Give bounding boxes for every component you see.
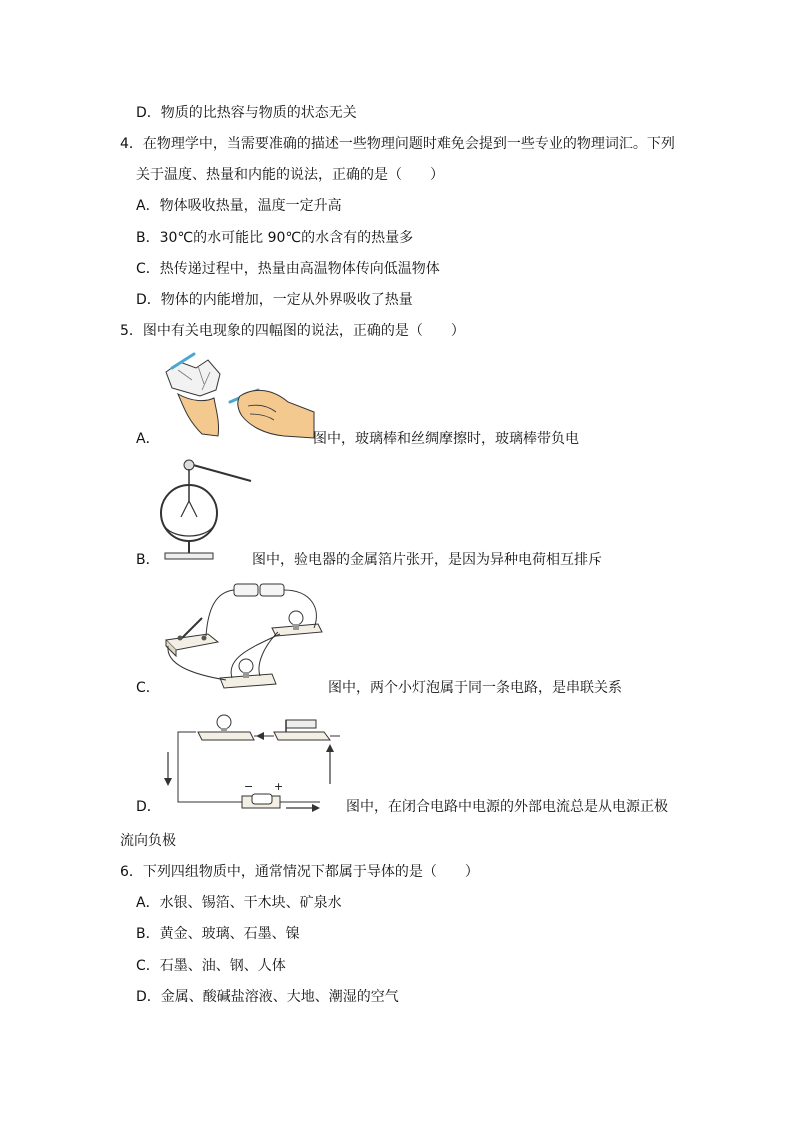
q4-stem-line2: 关于温度、热量和内能的说法，正确的是（ ） bbox=[136, 167, 444, 183]
q5-option-b-text: 图中，验电器的金属箔片张开，是因为异种电荷相互排斥 bbox=[252, 552, 602, 568]
q4-option-a: A．物体吸收热量，温度一定升高 bbox=[136, 198, 342, 214]
figure-d-circuit-current bbox=[160, 710, 340, 815]
q5-option-d-text: 图中，在闭合电路中电源的外部电流总是从电源正极 bbox=[346, 799, 668, 815]
q5-option-c-letter: C． bbox=[136, 680, 160, 696]
figure-b-electroscope bbox=[155, 455, 255, 565]
q5-option-b-letter: B． bbox=[136, 552, 160, 568]
battery-minus-sign: − bbox=[244, 780, 254, 793]
q5-option-c-text: 图中，两个小灯泡属于同一条电路，是串联关系 bbox=[328, 680, 622, 696]
q3-option-d: D．物质的比热容与物质的状态无关 bbox=[136, 105, 357, 121]
battery-plus-sign: + bbox=[274, 780, 284, 793]
q6-option-b: B．黄金、玻璃、石墨、镍 bbox=[136, 926, 300, 942]
q4-option-c: C．热传递过程中，热量由高温物体传向低温物体 bbox=[136, 261, 440, 277]
q5-option-a-text: 图中，玻璃棒和丝绸摩擦时，玻璃棒带负电 bbox=[313, 431, 579, 447]
q5-option-a-letter: A． bbox=[136, 431, 160, 447]
q4-option-d: D．物体的内能增加，一定从外界吸收了热量 bbox=[136, 292, 413, 308]
figure-c-circuit bbox=[160, 578, 325, 693]
q4-stem-line1: 4．在物理学中，当需要准确的描述一些物理问题时难免会提到一些专业的物理词汇。下列 bbox=[120, 136, 675, 152]
q5-option-d-text-cont: 流向负极 bbox=[120, 833, 176, 849]
q6-option-d: D．金属、酸碱盐溶液、大地、潮湿的空气 bbox=[136, 989, 399, 1005]
q4-option-b: B．30℃的水可能比 90℃的水含有的热量多 bbox=[136, 230, 414, 246]
q5-option-d-letter: D． bbox=[136, 799, 161, 815]
q6-option-a: A．水银、锡箔、干木块、矿泉水 bbox=[136, 895, 342, 911]
q6-option-c: C．石墨、油、钢、人体 bbox=[136, 958, 286, 974]
figure-a-rubbing-rod bbox=[158, 350, 318, 442]
q5-stem: 5．图中有关电现象的四幅图的说法，正确的是（ ） bbox=[120, 323, 465, 339]
q6-stem: 6．下列四组物质中，通常情况下都属于导体的是（ ） bbox=[120, 864, 479, 880]
